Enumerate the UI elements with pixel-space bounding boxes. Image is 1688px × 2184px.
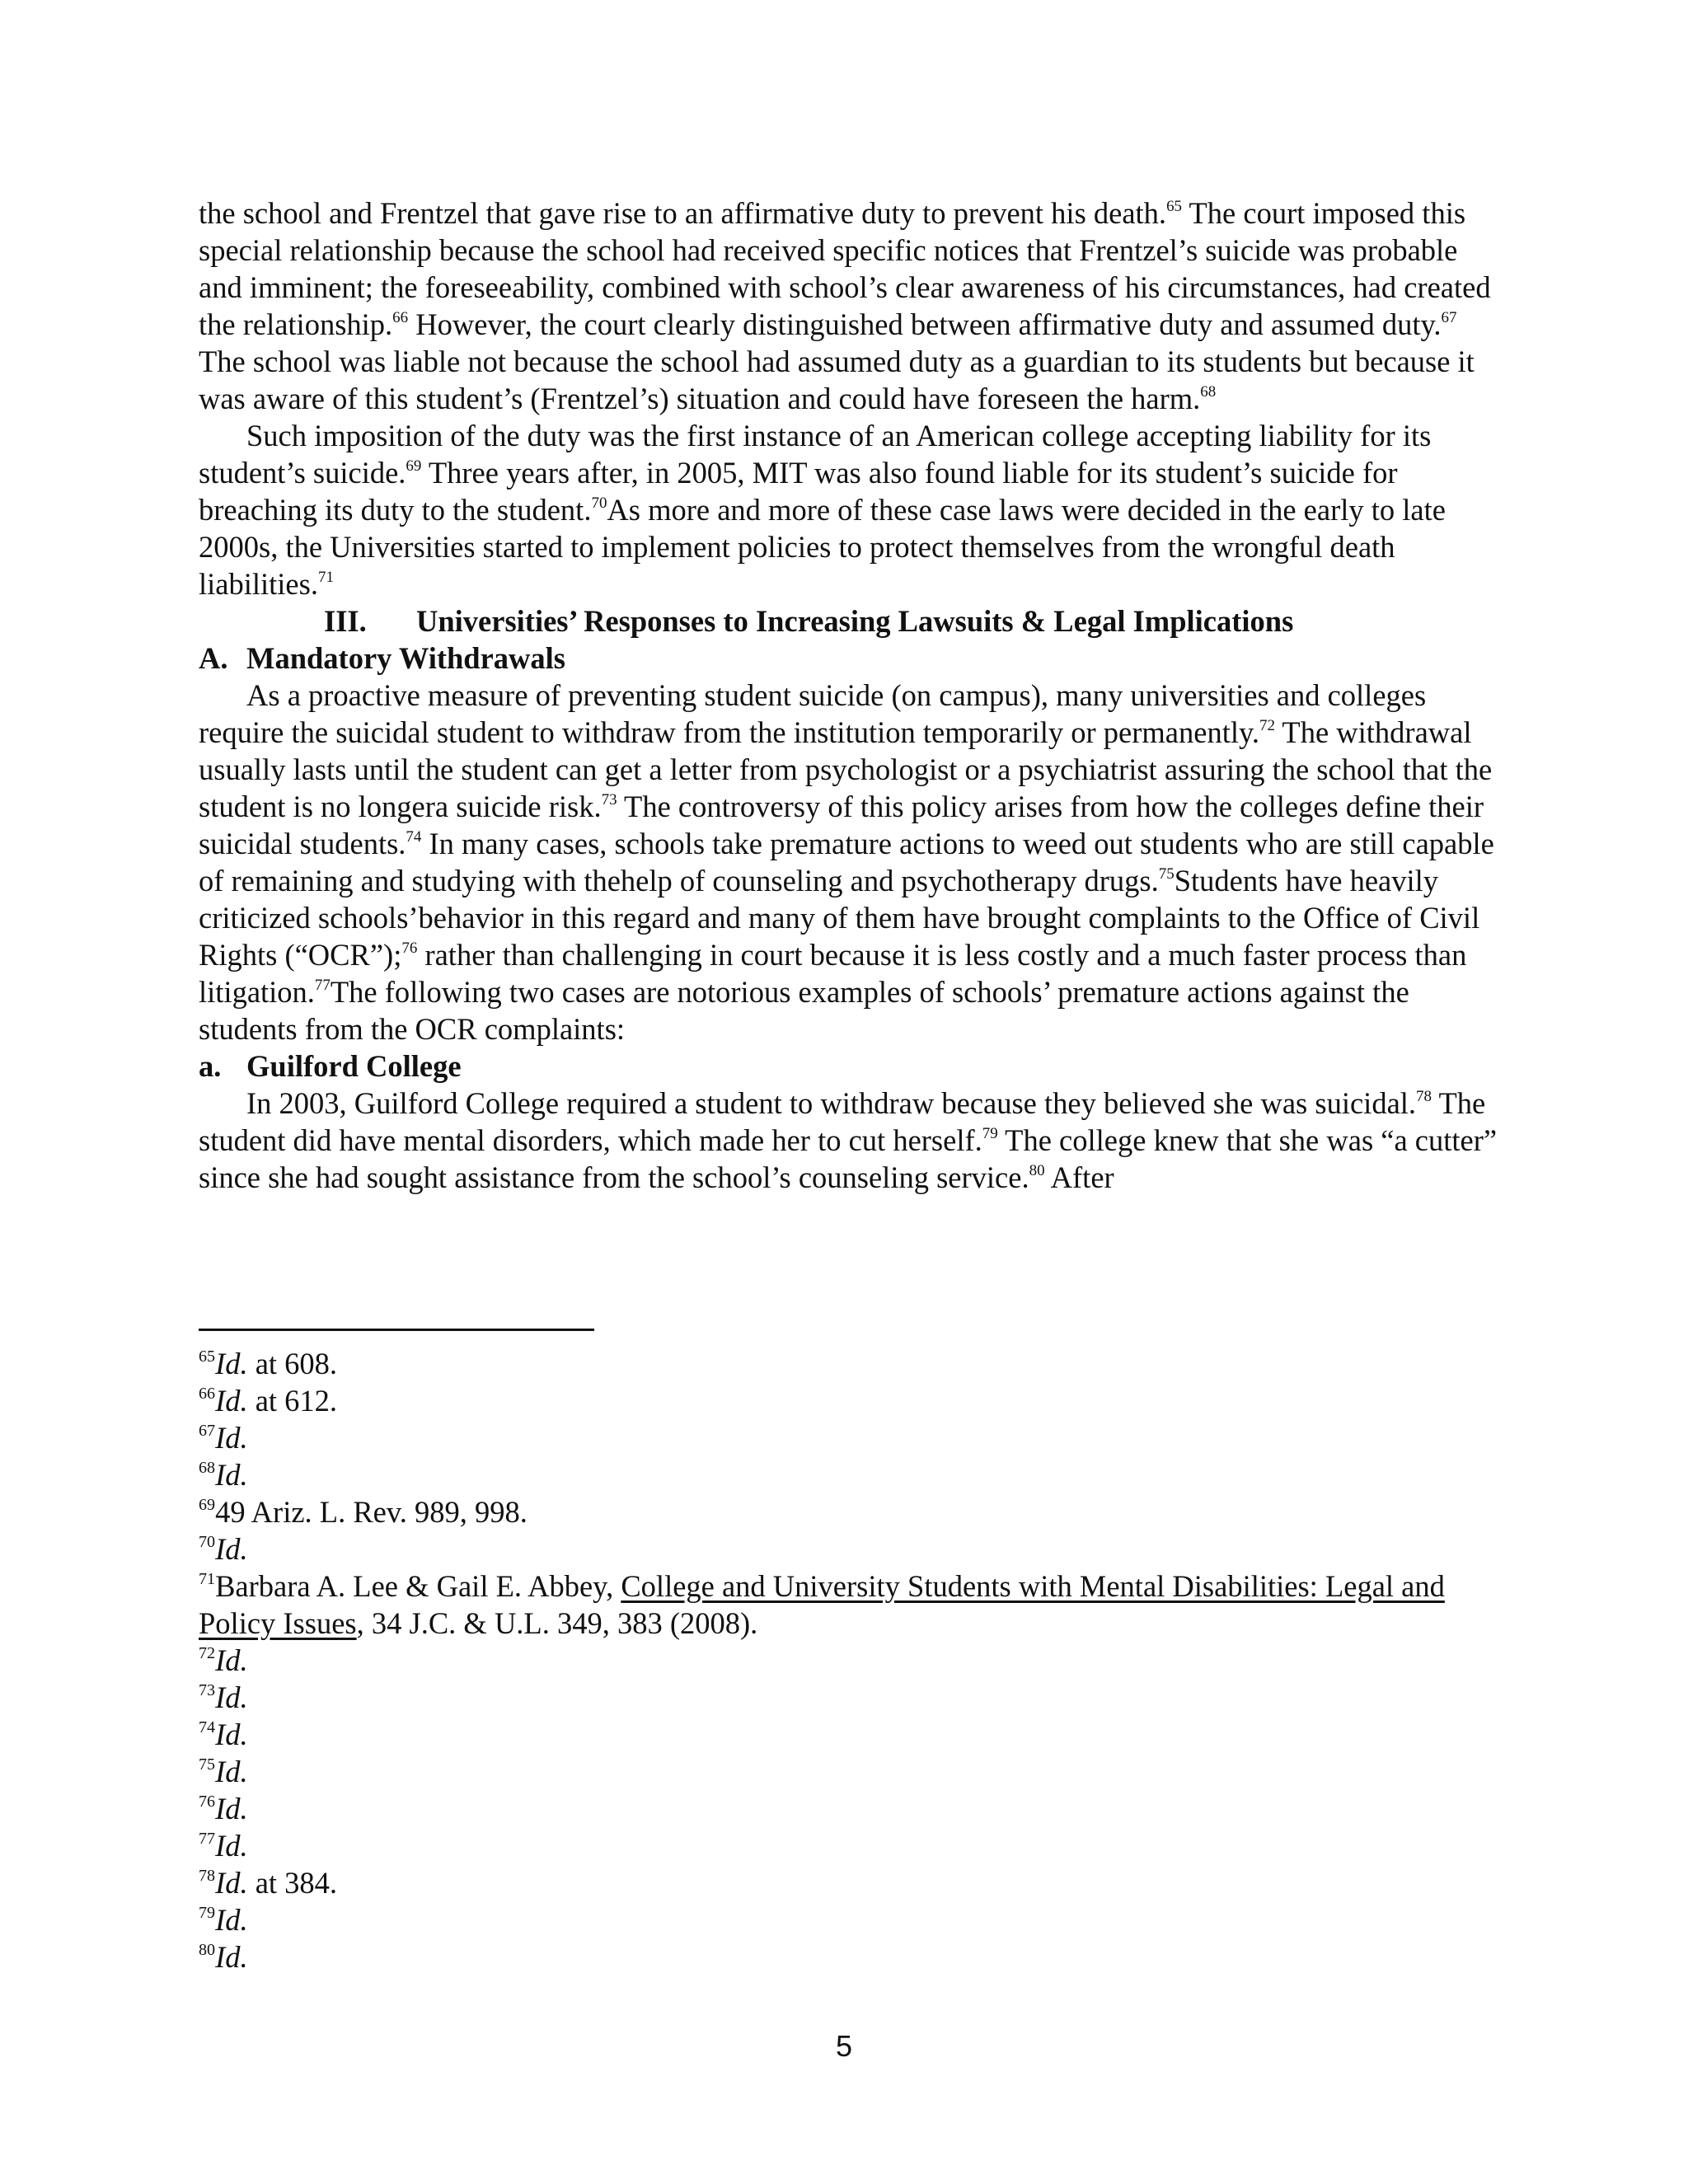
footnote-67: $^{67}$Id.	[199, 1421, 248, 1455]
footnote-ref-80[interactable]: 80	[1029, 1161, 1045, 1179]
footnote-72: $^{72}$Id.	[199, 1643, 248, 1677]
footnote-ref-68[interactable]: 68	[1200, 382, 1217, 401]
footnote-77: $^{77}$Id.	[199, 1829, 248, 1863]
subsection-heading-guilford	[199, 1047, 1501, 1085]
section-title: Universities’ Responses to Increasing Lawsuits & Legal Implications	[416, 604, 1294, 638]
footnotes	[199, 1345, 1501, 1975]
paragraph-guilford-college: In 2003, Guilford College required a student to withdraw because they believed she was suicidal.$^{78}$ The student did have mental disorders, which made her to cut herself.$^{79}$ The college knew that she was “a cutter” since she had sought assistance from the school’s counseling service.$^{80}$ After	[199, 1086, 1498, 1194]
subsection-heading-a	[199, 640, 1501, 677]
footnote-70: $^{70}$Id.	[199, 1532, 248, 1566]
footnote-ref-73[interactable]: 73	[601, 790, 617, 808]
footnote-ref-71[interactable]: 71	[317, 568, 334, 586]
footnote-ref-77[interactable]: 77	[314, 976, 331, 994]
page-number: 5	[835, 2029, 853, 2063]
footnote-65: $^{65}$Id. at 608.	[199, 1347, 338, 1380]
footnote-75: $^{75}$Id.	[199, 1755, 248, 1788]
footnote-ref-70[interactable]: 70	[591, 494, 607, 512]
footnote-ref-79[interactable]: 79	[982, 1124, 998, 1142]
footnote-ref-67[interactable]: 67	[1441, 308, 1457, 326]
body-text	[199, 194, 1501, 1196]
footnote-78: $^{78}$Id. at 384.	[199, 1866, 338, 1900]
footnote-ref-66[interactable]: 66	[392, 308, 409, 326]
footnote-ref-65[interactable]: 65	[1166, 197, 1183, 215]
footnote-ref-78[interactable]: 78	[1416, 1087, 1432, 1105]
footnote-71: $^{71}$Barbara A. Lee & Gail E. Abbey, College and University Students with Mental Disabilities: Legal and Policy Issues, 34 J.C. & U.L. 349, 383 (2008).	[199, 1569, 1445, 1640]
cited-article-title: College and University Students with Mental Disabilities: Legal and Policy Issues	[199, 1569, 1445, 1640]
footnote-69: $^{69}$49 Ariz. L. Rev. 989, 998.	[199, 1495, 528, 1529]
subsection-title: Mandatory Withdrawals	[246, 641, 566, 675]
footnote-73: $^{73}$Id.	[199, 1680, 248, 1714]
subsection-label: A.	[199, 641, 228, 675]
footnote-ref-72[interactable]: 72	[1259, 716, 1275, 734]
footnote-ref-75[interactable]: 75	[1158, 865, 1175, 883]
footnote-ref-69[interactable]: 69	[406, 457, 422, 475]
footnote-80: $^{80}$Id.	[199, 1940, 248, 1974]
section-number: III.	[324, 604, 367, 638]
footnote-68: $^{68}$Id.	[199, 1458, 248, 1492]
subsection-title: Guilford College	[246, 1049, 462, 1083]
subsection-label: a.	[199, 1049, 222, 1083]
footnote-separator	[199, 1329, 594, 1331]
footnote-79: $^{79}$Id.	[199, 1903, 248, 1937]
footnote-74: $^{74}$Id.	[199, 1718, 248, 1751]
footnote-76: $^{76}$Id.	[199, 1792, 248, 1825]
footnote-66: $^{66}$Id. at 612.	[199, 1384, 338, 1418]
paragraph-mandatory-withdrawals: As a proactive measure of preventing student suicide (on campus), many universities and colleges require the suicidal student to withdraw from the institution temporarily or permanently.$^{72}$ The withdrawal usually lasts until the student can get a letter from psychologist or a psychiatrist assuring the school that the student is no longera suicide risk.$^{73}$ The controversy of this policy arises from how the colleges define their suicidal students.$^{74}$ In many cases, schools take premature actions to weed out students who are still capable of remaining and studying with thehelp of counseling and psychotherapy drugs.$^{75}$Students have heavily criticized schools’behavior in this regard and many of them have brought complaints to the Office of Civil Rights (“OCR”);$^{76}$ rather than challenging in court because it is less costly and a much faster process than litigation.$^{77}$The following two cases are notorious examples of schools’ premature actions against the students from the OCR complaints:	[199, 678, 1494, 1046]
footnote-ref-76[interactable]: 76	[401, 939, 418, 957]
paragraph-college-liability: Such imposition of the duty was the first instance of an American college accepting liability for its student’s suicide.$^{69}$ Three years after, in 2005, MIT was also found liable for its student’s suicide for breaching its duty to the student.$^{70}$As more and more of these case laws were decided in the early to late 2000s, the Universities started to implement policies to protect themselves from the wrongful death liabilities.$^{71}$	[199, 419, 1446, 601]
paragraph-frentzel-duty: the school and Frentzel that gave rise to an affirmative duty to prevent his death.$^{65}$ The court imposed this special relationship because the school had received specific notices that Frentzel’s suicide was probable and imminent; the foreseeability, combined with school’s clear awareness of his circumstances, had created the relationship.$^{66}$ However, the court clearly distinguished between affirmative duty and assumed duty.$^{67}$ The school was liable not because the school had assumed duty as a guardian to its students but because it was aware of this student’s (Frentzel’s) situation and could have foreseen the harm.$^{68}$	[199, 196, 1491, 415]
footnote-ref-74[interactable]: 74	[406, 827, 422, 846]
section-heading-iii	[199, 602, 1501, 640]
